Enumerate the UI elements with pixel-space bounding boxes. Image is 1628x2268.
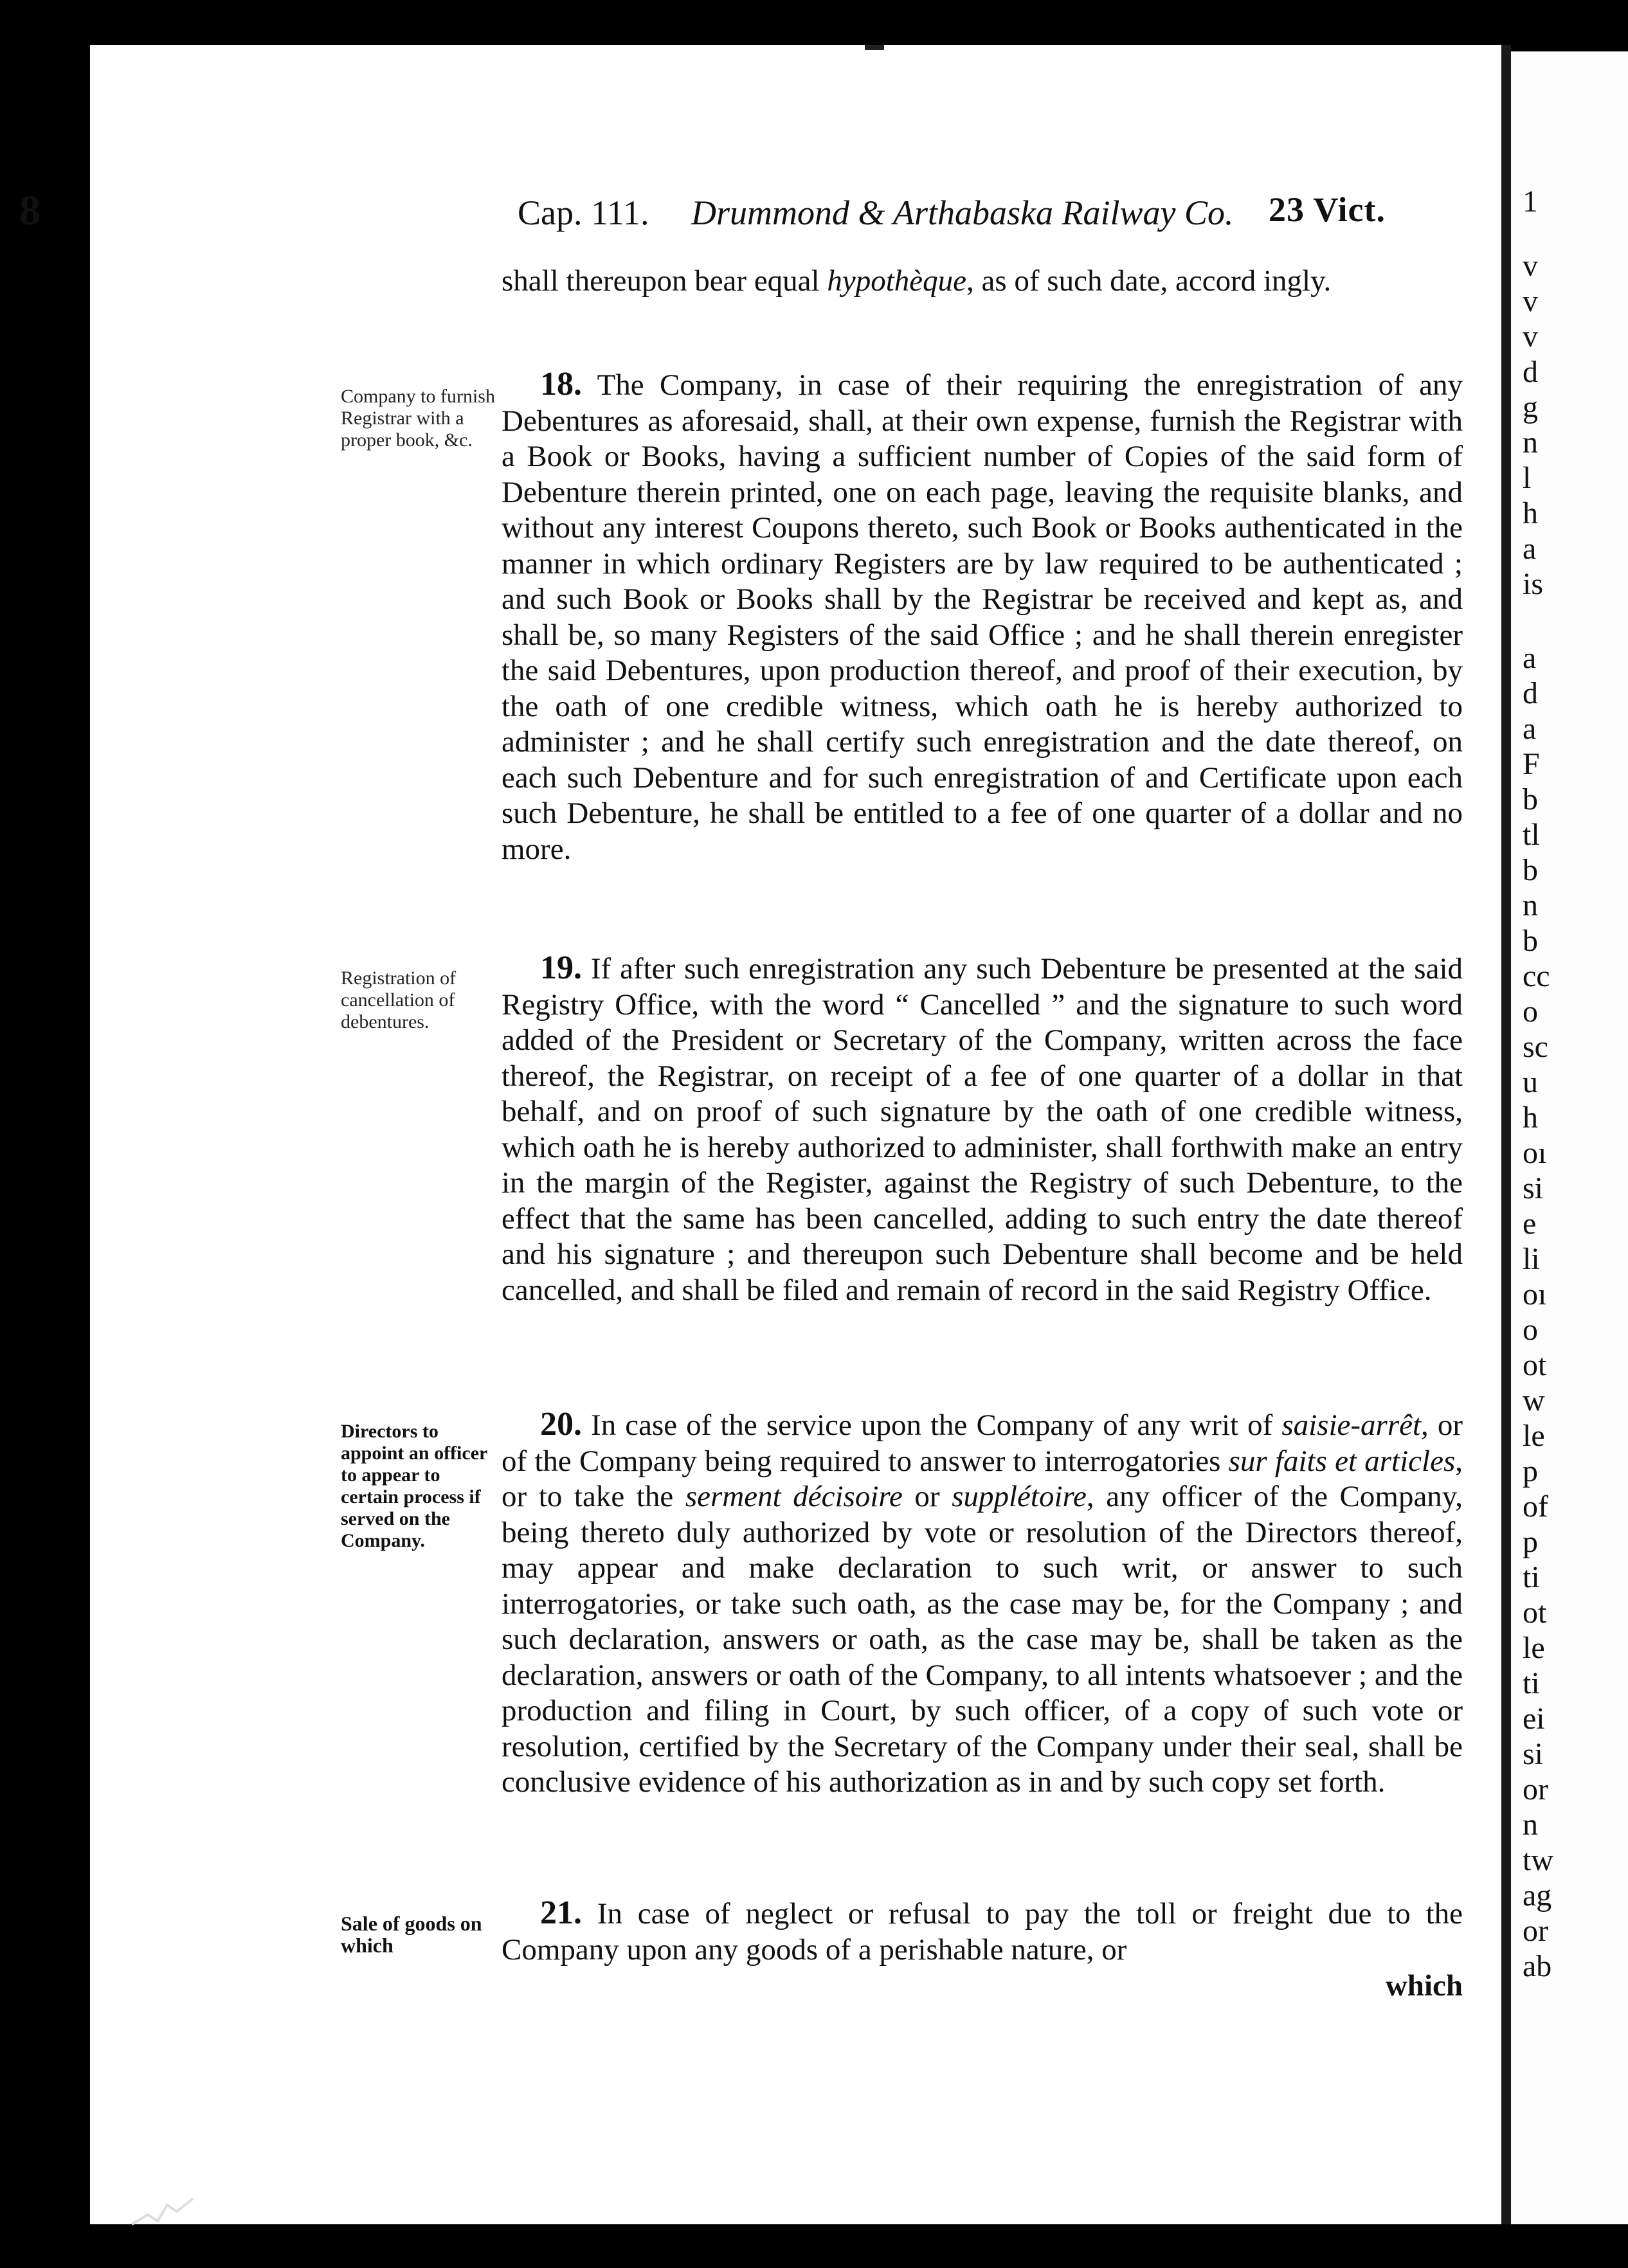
adjacent-page-fragment: sc: [1523, 1030, 1548, 1064]
adjacent-page-fragment: e: [1523, 1207, 1537, 1241]
adjacent-page-fragment: ti: [1523, 1560, 1540, 1594]
adjacent-page-fragment: b: [1523, 853, 1538, 887]
adjacent-page-fragment: ab: [1523, 1949, 1552, 1983]
adjacent-page-fragment: n: [1523, 888, 1538, 923]
adjacent-page-fragment: d: [1523, 355, 1538, 389]
side-note-21: Sale of goods on which: [341, 1912, 482, 1957]
adjacent-page-fragment: or: [1523, 1772, 1548, 1806]
section-text: If after such enregistration any such Debenture be presented at the said Registry Office, with the word “ Cancelled ” and the signature to such word added of the President or Secretary of the Company, written across the face thereof, the Registrar, on receipt of a fee of one quarter of a dollar in that behalf, and on proof of such signature by the oath of one credible witness, which oath he is hereby authorized to administer, shall forthwith make an entry in the margin of the Register, against the Registry of such Debenture, to the effect that the same has been cancelled, adding to such entry the date thereof and his signature ; and thereupon such Debenture shall become and be held cancelled, and shall be filed and remain of record in the said Registry Office.: [502, 952, 1463, 1307]
section-18: [502, 366, 1463, 867]
adjacent-page-fragment: ot: [1523, 1596, 1547, 1630]
chapter-label: Cap. 111.: [518, 194, 649, 232]
adjacent-page-fragment: 1: [1523, 184, 1538, 219]
adjacent-page-fragment: or: [1523, 1914, 1548, 1948]
adjacent-page-edge: [1511, 51, 1628, 2224]
adjacent-page-fragment: n: [1523, 426, 1538, 460]
adjacent-page-fragment: oı: [1523, 1136, 1547, 1170]
section-number: 20.: [540, 1406, 582, 1443]
section-number: 19.: [540, 950, 582, 986]
section-19: [502, 950, 1463, 1308]
section-text: In case of the service upon the Company of any writ of: [591, 1408, 1282, 1442]
adjacent-page-fragment: d: [1523, 676, 1538, 710]
adjacent-page-fragment: w: [1523, 1383, 1545, 1418]
adjacent-page-fragment: n: [1523, 1808, 1538, 1842]
adjacent-page-fragment: of: [1523, 1490, 1548, 1524]
section-text: , or of the Company being required to answer to interrogatories: [502, 1408, 1463, 1478]
adjacent-page-fragment: li: [1523, 1242, 1540, 1276]
legal-term: sur faits et articles: [1228, 1444, 1456, 1478]
section-20: [502, 1407, 1463, 1801]
adjacent-page-fragment: o: [1523, 1313, 1538, 1347]
adjacent-page-fragment: le: [1523, 1631, 1545, 1665]
catchword: which: [1385, 1969, 1463, 2003]
adjacent-page-fragment: h: [1523, 496, 1538, 530]
scan-mark-icon: [129, 2192, 199, 2231]
adjacent-page-fragment: a: [1523, 641, 1537, 675]
adjacent-page-fragment: p: [1523, 1454, 1538, 1488]
legal-term: supplétoire: [952, 1480, 1087, 1513]
adjacent-page-fragment: p: [1523, 1525, 1538, 1559]
adjacent-page-fragment: a: [1523, 712, 1537, 746]
regnal-year: 23 Vict.: [1269, 190, 1386, 229]
adjacent-page-fragment: v: [1523, 249, 1538, 283]
adjacent-page-fragment: tw: [1523, 1843, 1553, 1877]
adjacent-page-fragment: cc: [1523, 959, 1550, 993]
section-text: , any officer of the Company, being thereto duly authorized by vote or resolution of the Directors thereof, may appear and make declaration to such writ, or answer to such interrogatories, or take such oath, as the case may be, for the Company ; and such declaration, answers or oath, as the case may be, shall be taken as the declaration, answers or oath of the Company, to all intents whatsoever ; and the production and filing in Court, by such officer, of a copy of such vote or resolution, certified by the Secretary of the Company under their seal, shall be conclusive evidence of his authorization as in and by such copy set forth.: [502, 1480, 1463, 1799]
scan-smudge: [865, 45, 884, 50]
adjacent-page-fragment: v: [1523, 320, 1538, 354]
page-number: 8: [19, 187, 41, 234]
adjacent-page-fragment: tl: [1523, 818, 1540, 852]
legal-term: saisie-arrêt: [1281, 1408, 1422, 1442]
page-gutter-shadow: [1501, 45, 1511, 2224]
legal-term: serment décisoire: [685, 1480, 903, 1513]
adjacent-page-fragment: v: [1523, 284, 1538, 318]
adjacent-page-fragment: l: [1523, 461, 1532, 495]
section-number: 18.: [540, 366, 582, 402]
adjacent-page-fragment: ti: [1523, 1666, 1540, 1700]
adjacent-page-fragment: g: [1523, 390, 1538, 424]
adjacent-page-fragment: u: [1523, 1065, 1538, 1099]
adjacent-page-fragment: ot: [1523, 1348, 1547, 1382]
adjacent-page-fragment: ei: [1523, 1702, 1545, 1736]
adjacent-page-fragment: a: [1523, 532, 1537, 566]
section-21: [502, 1895, 1463, 1968]
adjacent-page-fragment: le: [1523, 1419, 1545, 1453]
adjacent-page-fragment: si: [1523, 1737, 1544, 1771]
running-head: [19, 186, 1386, 244]
adjacent-page-fragment: h: [1523, 1101, 1538, 1135]
adjacent-page-fragment: ag: [1523, 1878, 1552, 1913]
side-note-20: Directors to appoint an officer to appear to certain process if served on the Company.: [341, 1421, 487, 1551]
act-title: Drummond & Arthabaska Railway Co.: [691, 194, 1234, 232]
adjacent-page-fragment: b: [1523, 924, 1538, 958]
adjacent-page-fragment: oı: [1523, 1277, 1547, 1311]
section-text: , or to take the: [502, 1444, 1463, 1513]
adjacent-page-fragment: F: [1523, 747, 1540, 781]
section-text: The Company, in case of their requiring the enregistration of any Debentures as aforesaid, shall, at their own expense, furnish the Registrar with a Book or Books, having a sufficient number of Copies of the said form of Debenture therein printed, one on each page, leaving the requisite blanks, and without any interest Coupons thereto, such Book or Books authenticated in the manner in which ordinary Registers are by law required to be authenticated ; and such Book or Books shall by the Registrar be received and kept as, and shall be, so many Registers of the said Office ; and he shall therein enregister the said Debentures, upon production thereof, and proof of their execution, by the oath of one credible witness, which oath he is hereby authorized to administer ; and he shall certify such enregistration and the date thereof, on each such Debenture and for such enregistration of and Certificate upon each such Debenture, he shall be entitled to a fee of one quarter of a dollar and no more.: [502, 368, 1463, 866]
adjacent-page-fragment: o: [1523, 995, 1538, 1029]
section-text: In case of neglect or refusal to pay the toll or freight due to the Company upon any goods of a perishable nature, or: [502, 1897, 1463, 1967]
adjacent-page-fragment: b: [1523, 782, 1538, 816]
adjacent-page-fragment: si: [1523, 1171, 1544, 1205]
side-note-18: Company to furnish Registrar with a proper book, &c.: [341, 386, 495, 451]
section-text: or: [902, 1480, 952, 1513]
side-note-19: Registration of cancellation of debentures.: [341, 968, 457, 1032]
section-number: 21.: [540, 1895, 582, 1931]
continued-text: shall thereupon bear equal hypothèque, as of such date, accord ingly.: [502, 264, 1332, 298]
adjacent-page-fragment: is: [1523, 567, 1544, 601]
